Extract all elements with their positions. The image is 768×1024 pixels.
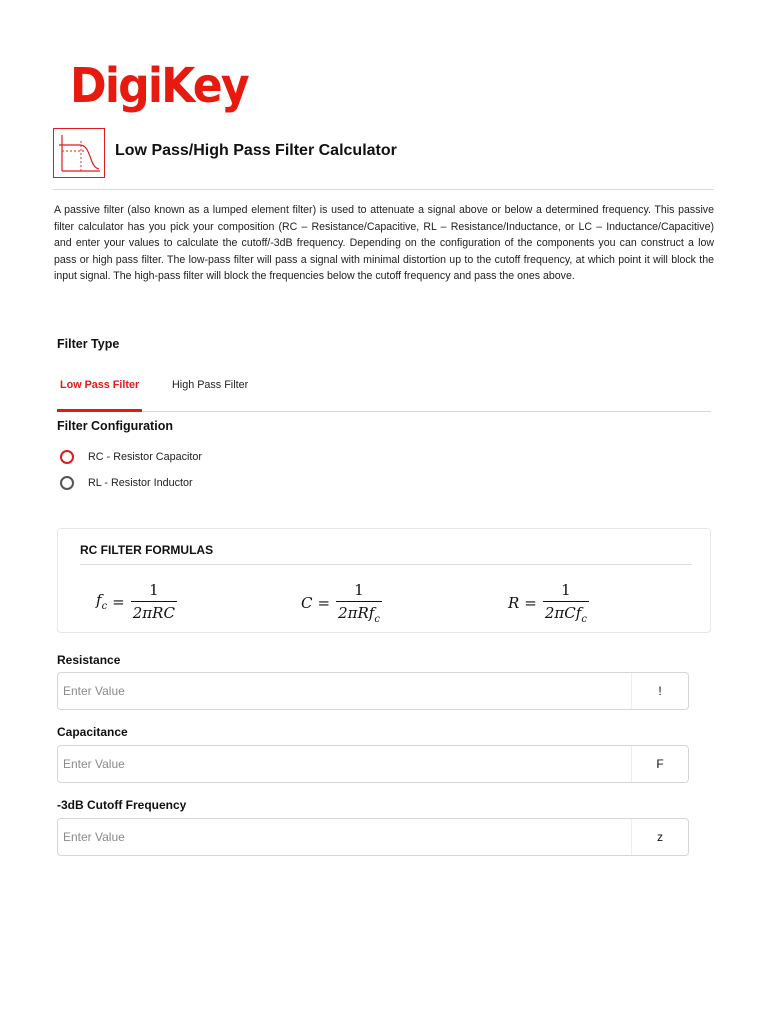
resistance-input[interactable] <box>58 673 623 709</box>
formulas-title: RC FILTER FORMULAS <box>80 543 214 557</box>
filter-configuration-label: Filter Configuration <box>57 419 173 433</box>
formula-c-denominator: 2πRf$_c$ <box>336 601 382 625</box>
filter-type-label: Filter Type <box>57 337 120 351</box>
formula-r-denominator: 2πCf$_c$ <box>543 601 589 625</box>
formula-fc-numerator: 1 <box>149 581 159 599</box>
tab-low-pass-filter[interactable]: Low Pass Filter <box>60 379 140 391</box>
formula-c-numerator: 1 <box>354 581 364 599</box>
formula-capacitance: C = $\frac{1}{2\pi Rf_c}$ <box>301 581 380 625</box>
formula-r-numerator: 1 <box>561 581 571 599</box>
formulas-divider <box>80 564 692 565</box>
radio-option-rl[interactable] <box>60 475 193 491</box>
formula-cutoff-frequency: $f_c$ = $\frac{1}{\text{2πRC}}$ <box>96 581 175 622</box>
page-title: Low Pass/High Pass Filter Calculator <box>115 142 397 159</box>
resistance-field <box>57 672 689 710</box>
tabs-divider <box>57 411 711 412</box>
digikey-logo[interactable]: DigiKey <box>70 58 248 114</box>
rc-filter-formulas-card <box>57 528 711 633</box>
formula-resistance: R = $\frac{1}{2\pi Cf_c}$ <box>508 581 587 625</box>
capacitance-unit-select[interactable]: F <box>631 746 688 782</box>
radio-option-rc[interactable] <box>60 449 202 465</box>
formula-fc-denominator: 2πRC <box>131 601 177 622</box>
capacitance-input[interactable] <box>58 746 623 782</box>
radio-button-rl[interactable] <box>60 476 74 490</box>
resistance-unit-select[interactable]: ! <box>631 673 688 709</box>
cutoff-frequency-unit-select[interactable]: z <box>631 819 688 855</box>
radio-label-rl: RL - Resistor Inductor <box>88 477 193 489</box>
capacitance-field <box>57 745 689 783</box>
active-tab-indicator <box>57 409 142 412</box>
header-divider <box>53 189 714 190</box>
low-pass-filter-graph-icon <box>53 128 105 178</box>
radio-label-rc: RC - Resistor Capacitor <box>88 451 202 463</box>
formula-r-lhs: R <box>508 594 520 612</box>
radio-button-rc[interactable] <box>60 450 74 464</box>
capacitance-label: Capacitance <box>57 725 128 739</box>
cutoff-frequency-field <box>57 818 689 856</box>
cutoff-frequency-input[interactable] <box>58 819 623 855</box>
formula-fc-lhs: $f_c$ <box>96 591 108 612</box>
formula-c-lhs: C <box>301 594 313 612</box>
resistance-label: Resistance <box>57 653 121 667</box>
cutoff-frequency-label: -3dB Cutoff Frequency <box>57 798 187 812</box>
tab-high-pass-filter[interactable]: High Pass Filter <box>172 379 249 391</box>
intro-paragraph: A passive filter (also known as a lumped element filter) is used to attenuate a signal above or below a determined frequency. This passive filter calculator has you pick your composition (RC – Resistance/Capacitive, RL – Resistance/Inductance, or LC – Inductance/Capacitive) and enter your values to calculate the cutoff/-3dB frequency. Depending on the configuration of the components you can construct a low pass or high pass filter. The low-pass filter will pass a signal with minimal distortion up to the cutoff frequency, at which point it will block the input signal. The high-pass filter will block the frequencies below the cutoff frequency and pass the ones above. <box>54 204 714 282</box>
